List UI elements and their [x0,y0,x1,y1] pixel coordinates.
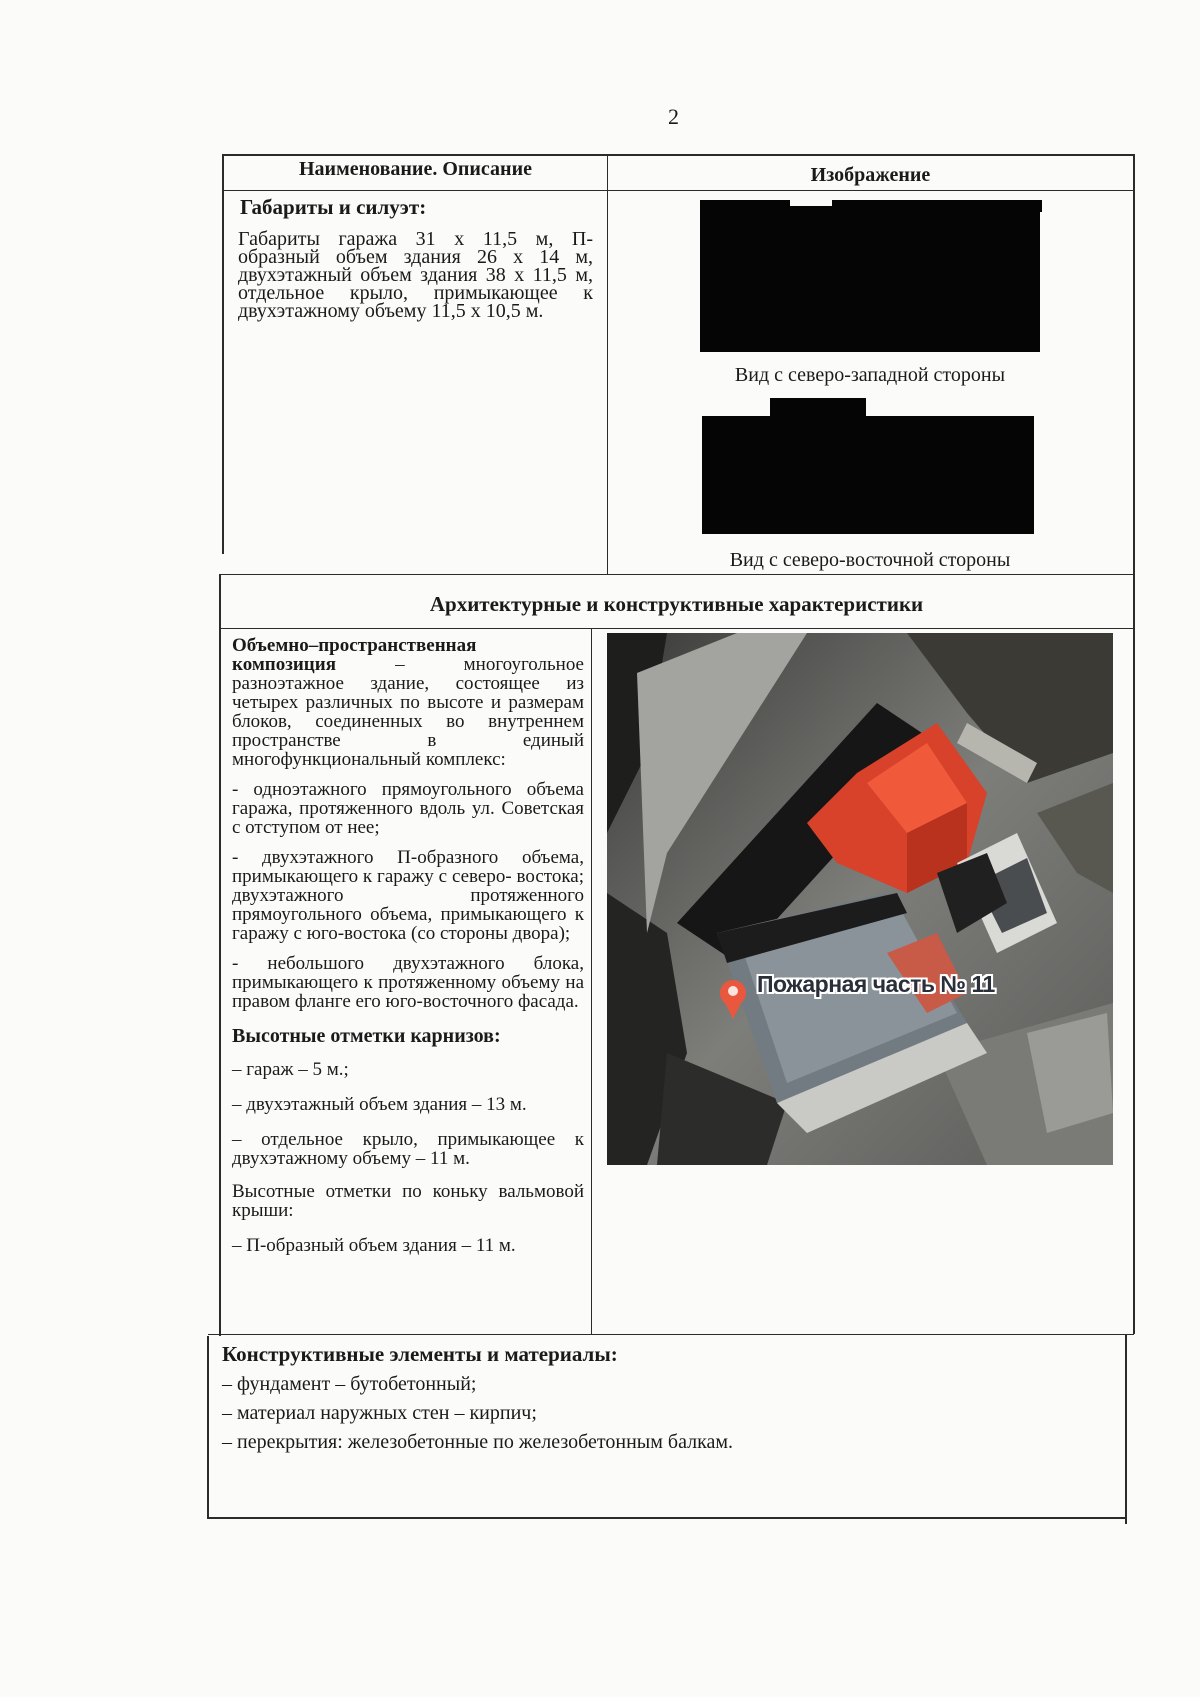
caption-northeast-view: Вид с северо-восточной стороны [729,549,1011,571]
table-column-divider [591,628,592,1334]
ridge-u-shaped: – П-образный объем здания – 11 м. [232,1235,516,1256]
page-number: 2 [668,104,679,129]
volume-item-garage: - одноэтажного прямоугольного объема гаража, протяженного вдоль ул. Советская с отступом от нее; [232,779,584,838]
table-border-right [1125,1334,1127,1524]
table-header-rule [224,190,1134,191]
map-pin-label: Пожарная часть № 11 [757,971,995,997]
silhouette-nw-image [700,206,1040,352]
table-border-right [1133,154,1135,1334]
column-header-name: Наименование. Описание [299,158,532,180]
material-foundation: – фундамент – бутобетонный; [222,1373,477,1395]
silhouette-ne-image [770,398,866,420]
table-border-left [222,154,224,554]
material-walls: – материал наружных стен – кирпич; [222,1402,537,1424]
table-border-left [207,1336,209,1517]
composition-block [232,636,584,1263]
satellite-image [607,633,1113,1165]
height-wing: – отдельное крыло, примыкающее к двухэтажному объему – 11 м. [232,1129,584,1169]
volume-item-u-shaped: - двухэтажного П-образного объема, примыкающего к гаражу с северо- востока; двухэтажного протяженного прямоугольного объема, примыкающего к гаражу с юго-востока (со стороны двора); [232,847,584,944]
silhouette-nw-image [700,200,790,212]
composition-title: Объемно–пространственная композиция [232,635,477,675]
composition-text: – многоугольное разноэтажное здание, состоящее из четырех различных по высоте и размерам блоков, соединенных во внутреннем пространстве в единый многофункциональный комплекс: [232,654,584,770]
materials-block [222,1336,1102,1454]
column-header-image: Изображение [810,164,931,186]
volume-item-small-block: - небольшого двухэтажного блока, примыкающего к протяженному объему на правом фланге его юго-восточного фасада. [232,953,584,1012]
table-column-divider [607,154,608,574]
table-border-bottom [207,1517,1127,1519]
table-border-left [219,574,221,1336]
table-border-top [224,154,1134,156]
material-floors: – перекрытия: железобетонные по железобетонным балкам. [222,1431,734,1453]
cornice-heights-title: Высотные отметки карнизов: [232,1025,501,1047]
materials-title: Конструктивные элементы и материалы: [222,1342,618,1366]
caption-northwest-view: Вид с северо-западной стороны [734,364,1006,386]
table-row-rule [219,628,1134,629]
ridge-heights-title: Высотные отметки по коньку вальмовой крыши: [232,1181,584,1221]
table-row-rule [219,574,1134,575]
height-two-storey: – двухэтажный объем здания – 13 м. [232,1094,527,1115]
silhouette-nw-image [832,200,1042,212]
dimensions-title: Габариты и силуэт: [240,195,427,219]
section-header-architecture: Архитектурные и конструктивные характеристики [429,592,924,616]
dimensions-text: Габариты гаража 31 х 11,5 м, П- образный объем здания 26 х 14 м, двухэтажный объем здания 38 х 11,5 м, отдельное крыло, примыкающее к двухэтажному объему 11,5 х 10,5 м. [238,228,593,322]
silhouette-ne-image [702,416,1034,534]
height-garage: – гараж – 5 м.; [232,1059,349,1080]
